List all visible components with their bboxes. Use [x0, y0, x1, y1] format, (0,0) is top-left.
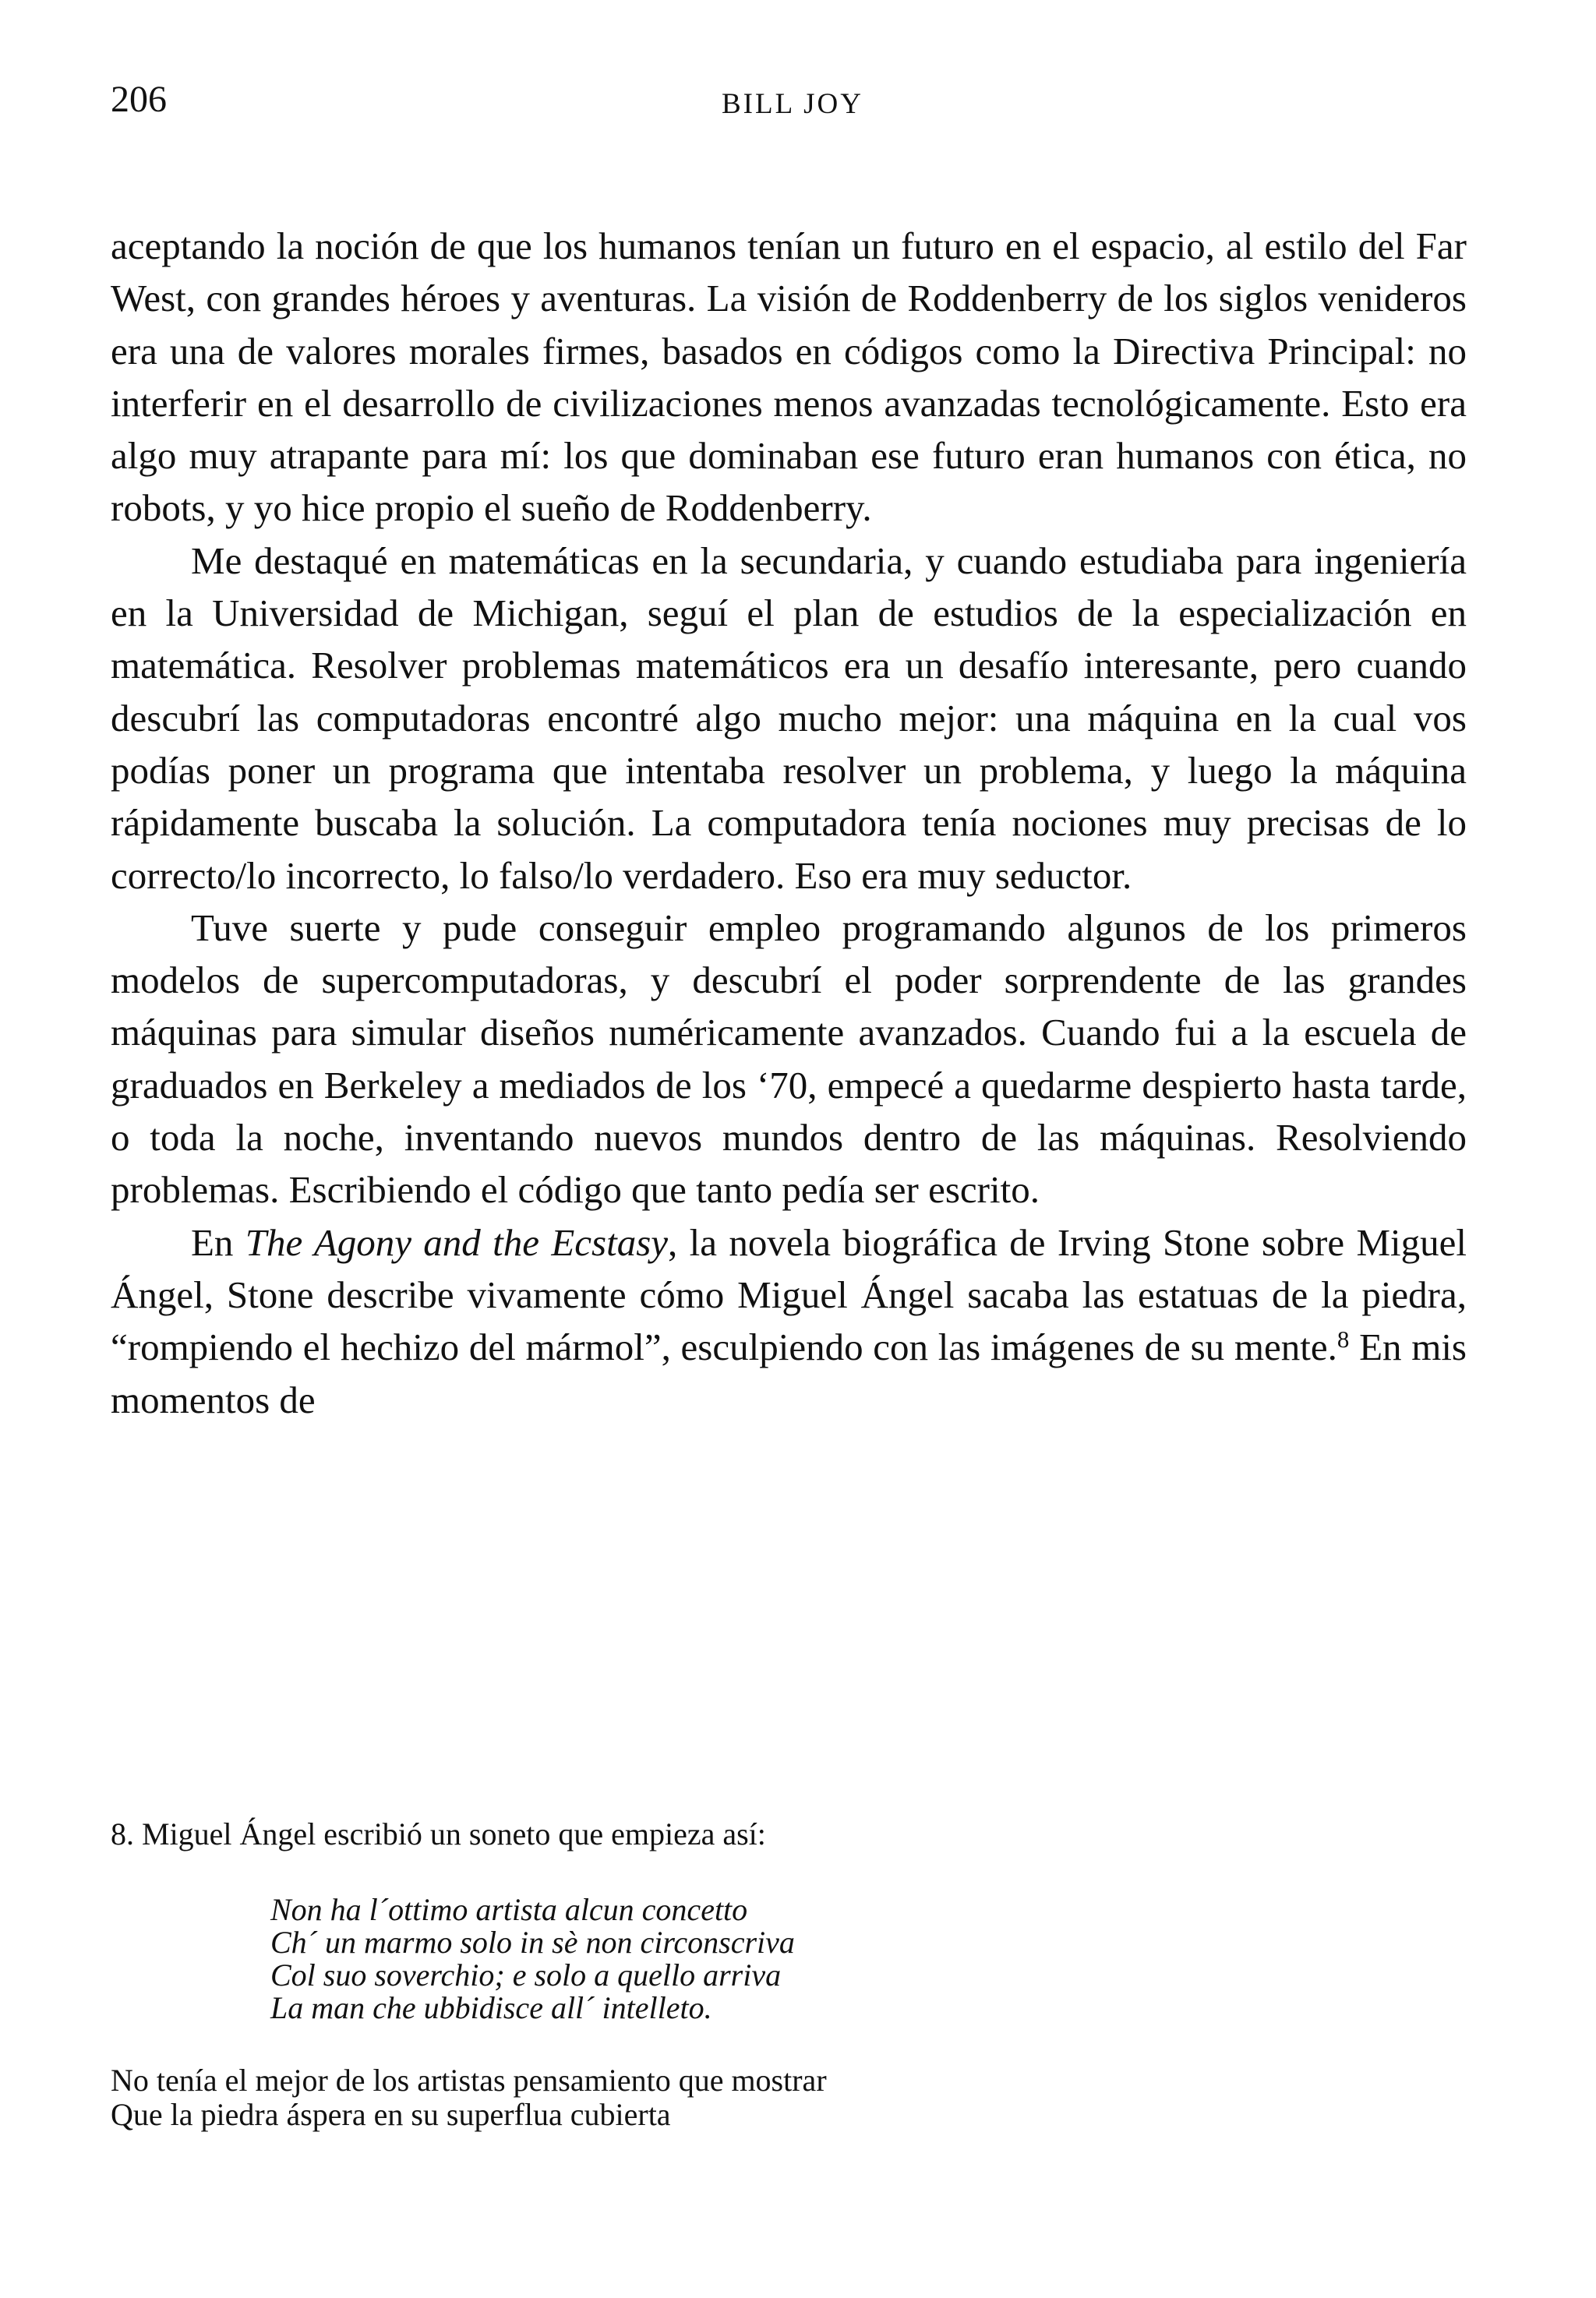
- page-number: 206: [111, 79, 167, 120]
- sonnet-line: La man che ubbidisce all´ intelleto.: [270, 1990, 712, 2025]
- sonnet-line: Ch´ un marmo solo in sè non circonscriva: [270, 1925, 795, 1960]
- paragraph-3: Tuve suerte y pude conseguir empleo programando algunos de los primeros modelos de supercomputadoras, y descubrí el poder sorprendente de las grandes máquinas para simular diseños numéricamente avanzados. Cuando fui a la escuela de graduados en Berkeley a mediados de los ‘70, empecé a quedarme despierto hasta tarde, o toda la noche, inventando nuevos mundos dentro de las máquinas. Resolviendo problemas. Escribiendo el código que tanto pedía ser escrito.: [111, 905, 1467, 1212]
- footnote-intro: 8. Miguel Ángel escribió un soneto que empieza así:: [111, 1816, 766, 1851]
- footnote-reference: 8: [1336, 1325, 1350, 1354]
- paragraph-4-start: En: [191, 1220, 245, 1264]
- sonnet-translation: [111, 2063, 1467, 2132]
- running-title: BILL JOY: [722, 88, 863, 120]
- sonnet-quote: [270, 1894, 1467, 2024]
- translation-line: No tenía el mejor de los artistas pensamiento que mostrar: [111, 2063, 827, 2098]
- body-text: [111, 220, 1467, 1426]
- paragraph-1: aceptando la noción de que los humanos tenían un futuro en el espacio, al estilo del Far West, con grandes héroes y aventuras. La visión de Roddenberry de los siglos venideros era una de valores morales firmes, basados en códigos como la Directiva Principal: no interferir en el desarrollo de civilizaciones menos avanzadas tecnológicamente. Esto era algo muy atrapante para mí: los que dominaban ese futuro eran humanos con ética, no robots, y yo hice propio el sueño de Roddenberry.: [111, 224, 1467, 530]
- paragraph-4: [111, 1216, 1467, 1426]
- paragraph-2: Me destaqué en matemáticas en la secundaria, y cuando estudiaba para ingeniería en la Universidad de Michigan, seguí el plan de estudios de la especialización en matemática. Resolver problemas matemáticos era un desafío interesante, pero cuando descubrí las computadoras encontré algo mucho mejor: una máquina en la cual vos podías poner un programa que intentaba resolver un problema, y luego la máquina rápidamente buscaba la solución. La computadora tenía nociones muy precisas de lo correcto/lo incorrecto, lo falso/lo verdadero. Eso era muy seductor.: [111, 538, 1467, 897]
- sonnet-line: Non ha l´ottimo artista alcun concetto: [270, 1892, 748, 1927]
- translation-line: Que la piedra áspera en su superflua cubierta: [111, 2097, 671, 2132]
- paragraph-4-middle: , la novela biográfica de Irving Stone sobre Miguel Ángel, Stone describe vivamente cómo Miguel Ángel sacaba las estatuas de la piedra, “rompiendo el hechizo del mármol”, esculpiendo con las imágenes de su mente.: [111, 1220, 1467, 1369]
- footnote: [111, 1814, 1467, 2132]
- book-title: The Agony and the Ecstasy: [245, 1220, 669, 1264]
- sonnet-line: Col suo soverchio; e solo a quello arriva: [270, 1957, 782, 1993]
- running-header: [111, 72, 1467, 126]
- paragraph-4-end: En mis momentos de: [111, 1325, 1467, 1421]
